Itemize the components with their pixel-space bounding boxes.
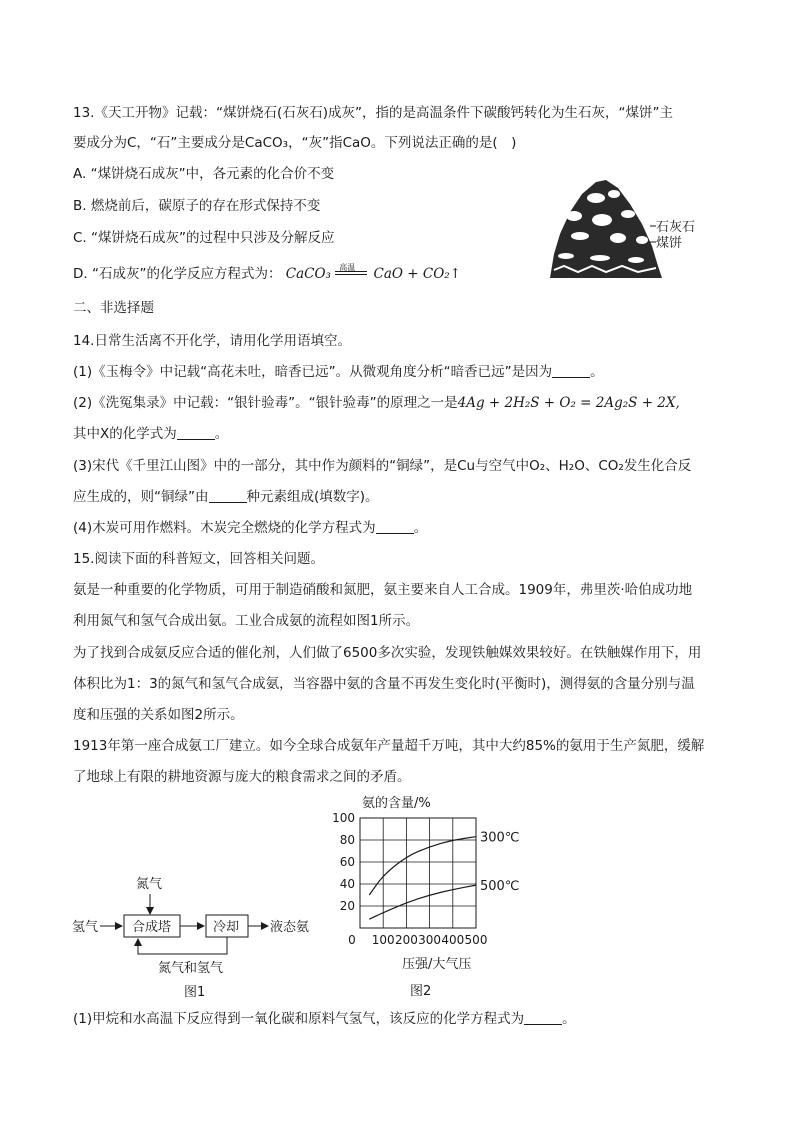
q13-option-d-prefix: D. “石成灰”的化学反应方程式为： [73, 266, 282, 282]
q13-condition: 高温 [339, 263, 356, 272]
chart-ylabel: 氨的含量/% [362, 796, 431, 811]
chart-x-tick-label: 300 [418, 933, 442, 947]
answer-blank[interactable] [209, 488, 247, 503]
q15-sub1 [73, 1009, 723, 1029]
answer-blank[interactable] [552, 363, 590, 378]
q14-part1 [73, 362, 723, 382]
chart-y-tick-label: 60 [339, 855, 355, 869]
chart-y-tick-label: 100 [332, 811, 355, 825]
q14-part1-end: 。 [590, 364, 604, 380]
chart-y-tick-label: 80 [339, 833, 355, 847]
chart-series [369, 837, 476, 920]
q13-option-d-right: CaO + CO₂↑ [373, 266, 462, 282]
q13-stem-line1: 13.《天工开物》记载：“煤饼烧石(石灰石)成灰”，指的是高温条件下碳酸钙转化为生石灰，“煤饼”主 [73, 105, 673, 121]
answer-blank[interactable] [524, 1010, 562, 1025]
q13-option-b: B. 燃烧前后，碳原子的存在形式保持不变 [73, 198, 321, 214]
chart-series-line [369, 885, 476, 919]
q14-stem: 14.日常生活离不开化学，请用化学用语填空。 [73, 333, 351, 349]
q13-stem-line2: 要成分为C，“石”主要成分是CaCO₃，“灰”指CaO。下列说法正确的是( ) [73, 135, 517, 151]
q15-para3-line1: 1913年第一座合成氨工厂建立。如今全球合成氨年产量超千万吨，其中大约85%的氨用于生产氮肥，缓解 [73, 738, 705, 754]
chart-grid [360, 818, 476, 928]
chart-series-labels [480, 831, 519, 894]
q14-part2b-text: 其中X的化学式为 [73, 426, 177, 442]
lime-kiln-figure [544, 174, 704, 282]
flow-recycle-label: 氮气和氢气 [158, 961, 224, 976]
coal-cake-label: 煤饼 [656, 236, 683, 251]
answer-blank[interactable] [376, 519, 414, 534]
q14-part3-line2 [73, 487, 723, 507]
chart-x-tick-label: 200 [394, 933, 418, 947]
figure2-chart [330, 788, 530, 1000]
q14-part3-text: 应生成的，则“铜绿”由 [73, 489, 209, 505]
q15-para3-line2: 了地球上有限的耕地资源与庞大的粮食需求之间的矛盾。 [73, 769, 411, 785]
chart-x-tick-label: 400 [441, 933, 465, 947]
chart-x-tick-label: 500 [464, 933, 488, 947]
chart-x-tick-label: 100 [371, 933, 395, 947]
chart-frame [360, 818, 476, 928]
flow-output: 液态氨 [270, 920, 310, 935]
flow-input-hydrogen: 氢气 [72, 920, 99, 935]
q13-option-a: A. “煤饼烧石成灰”中，各元素的化合价不变 [73, 166, 335, 182]
q14-part2b [73, 424, 723, 444]
chart-y-tick-label: 20 [339, 899, 355, 913]
q15-para2-line3: 度和压强的关系如图2所示。 [73, 707, 244, 723]
q13-reaction-arrow [335, 263, 369, 281]
chart-y-ticks [332, 811, 355, 913]
flow-input-nitrogen: 氮气 [136, 877, 163, 892]
flow-box1-label: 合成塔 [132, 920, 172, 935]
q15-sub1-end: 。 [562, 1011, 576, 1027]
chart-series-label: 500℃ [480, 879, 520, 895]
q14-part2-text: (2)《洗冤集录》中记载：“银针验毒”。“银针验毒”的原理之一是 [73, 395, 458, 411]
figure1-flowchart [70, 868, 330, 1003]
chart-y-tick-label: 40 [339, 877, 355, 891]
q15-stem: 15.阅读下面的科普短文，回答相关问题。 [73, 551, 324, 567]
limestone-label: 石灰石 [656, 220, 696, 235]
q14-part4-text: (4)木炭可用作燃料。木炭完全燃烧的化学方程式为 [73, 520, 376, 536]
q15-para1-line2: 利用氮气和氢气合成出氨。工业合成氨的流程如图1所示。 [73, 613, 420, 629]
chart-x-tick-label: 0 [348, 933, 356, 947]
q14-part3-end: 种元素组成(填数字)。 [246, 489, 379, 505]
answer-blank[interactable] [177, 425, 215, 440]
q14-part4 [73, 518, 723, 538]
chart-series-line [369, 837, 476, 895]
q14-part2b-end: 。 [214, 426, 229, 442]
q14-part1-text: (1)《玉梅令》中记载“高花未吐，暗香已远”。从微观角度分析“暗香已远”是因为 [73, 364, 553, 380]
section-title: 二、非选择题 [73, 300, 154, 316]
kiln-pile [550, 180, 662, 278]
chart-series-label: 300℃ [480, 830, 520, 846]
q15-para1-line1: 氨是一种重要的化学物质，可用于制造硝酸和氮肥，氨主要来自人工合成。1909年，弗里茨·哈伯成功地 [73, 582, 693, 598]
flow-box2-label: 冷却 [213, 920, 240, 935]
q15-para2-line1: 为了找到合成氨反应合适的催化剂，人们做了6500多次实验，发现铁触媒效果较好。在铁触媒作用下，用 [73, 645, 702, 661]
q14-part2 [73, 393, 723, 413]
figure1-caption: 图1 [184, 985, 206, 1000]
figure2-caption: 图2 [410, 984, 432, 999]
q13-option-c: C. “煤饼烧石成灰”的过程中只涉及分解反应 [73, 230, 335, 246]
chart-x-ticks [348, 933, 487, 947]
q14-part2-equation: 4Ag + 2H₂S + O₂ = 2Ag₂S + 2X, [457, 395, 680, 411]
q14-part3-line1: (3)宋代《千里江山图》中的一部分，其中作为颜料的“铜绿”，是Cu与空气中O₂、H₂O、CO₂发生化合反 [73, 458, 692, 474]
q13-option-d-left: CaCO₃ [285, 266, 331, 282]
chart-xlabel: 压强/大气压 [402, 957, 472, 972]
q15-sub1-text: (1)甲烷和水高温下反应得到一氧化碳和原料气氢气，该反应的化学方程式为 [73, 1011, 525, 1027]
q15-para2-line2: 体积比为1：3的氮气和氢气合成氨，当容器中氨的含量不再发生变化时(平衡时)，测得氨的含量分别与温 [73, 676, 695, 692]
q14-part4-end: 。 [413, 520, 428, 536]
